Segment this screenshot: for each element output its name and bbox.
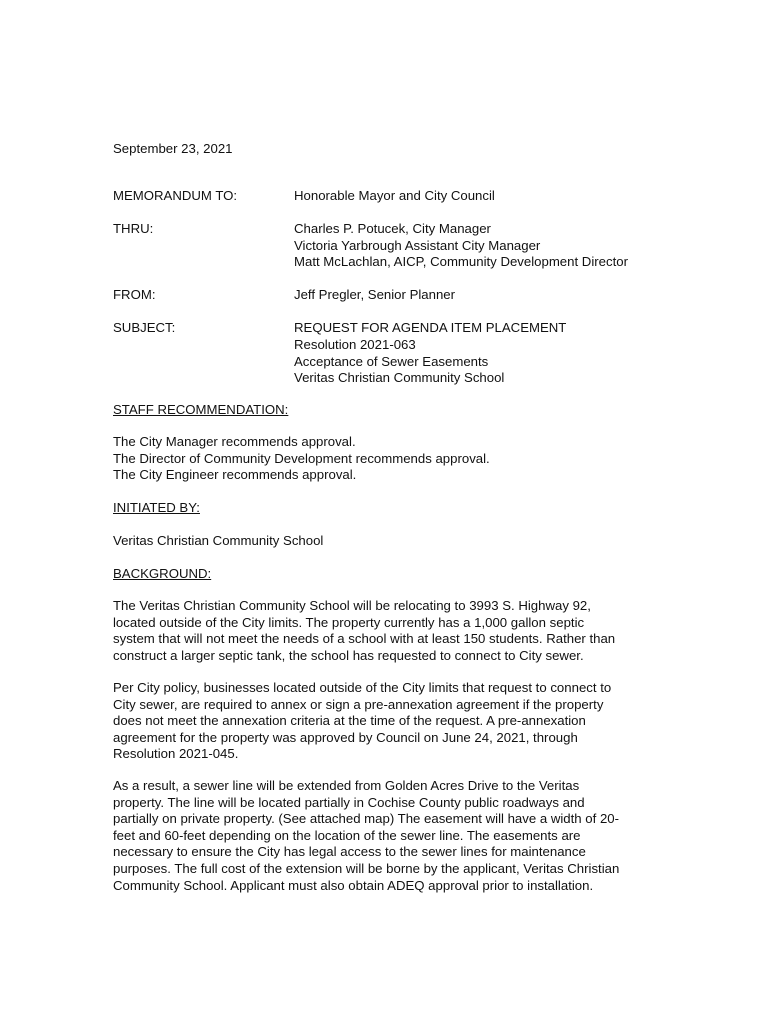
background-paragraph-1 xyxy=(113,598,658,664)
recommendation-line-city-engineer: The City Engineer recommends approval. xyxy=(113,467,357,483)
background-p3-line-2: property. The line will be located partially in Cochise County public roadways and xyxy=(113,794,585,810)
background-p2-line-5: Resolution 2021-045. xyxy=(113,746,239,762)
background-p3-line-1: As a result, a sewer line will be extended from Golden Acres Drive to the Veritas xyxy=(113,778,580,793)
background-paragraph-2 xyxy=(113,680,658,763)
from-label: FROM: xyxy=(113,287,156,303)
background-p3-line-7: Community School. Applicant must also obtain ADEQ approval prior to installation. xyxy=(113,877,594,893)
background-p2-line-3: does not meet the annexation criteria at the time of the request. A pre-annexation xyxy=(113,713,586,729)
staff-recommendation-heading: STAFF RECOMMENDATION: xyxy=(113,402,289,417)
background-p2-line-4: agreement for the property was approved by Council on June 24, 2021, through xyxy=(113,729,578,745)
background-p3-line-4: feet and 60-feet depending on the location of the sewer line. The easements are xyxy=(113,827,581,843)
subject-line-resolution: Resolution 2021-063 xyxy=(294,337,416,353)
memo-header xyxy=(113,188,673,403)
memo-date: September 23, 2021 xyxy=(113,141,233,156)
subject-line-request: REQUEST FOR AGENDA ITEM PLACEMENT xyxy=(294,320,567,336)
background-p1-line-2: located outside of the City limits. The property currently has a 1,000 gallon septic xyxy=(113,614,585,630)
recommendation-line-city-manager: The City Manager recommends approval. xyxy=(113,434,356,449)
thru-label: THRU: xyxy=(113,221,154,237)
background-paragraph-3 xyxy=(113,778,658,894)
from-row xyxy=(113,287,673,304)
subject-value xyxy=(294,320,673,386)
staff-recommendation-body xyxy=(113,434,658,484)
initiated-by-heading: INITIATED BY: xyxy=(113,500,200,515)
from-value xyxy=(294,287,673,304)
thru-row xyxy=(113,221,673,271)
background-p1-line-1: The Veritas Christian Community School will be relocating to 3993 S. Highway 92, xyxy=(113,598,591,613)
memorandum-to-label: MEMORANDUM TO: xyxy=(113,188,238,203)
thru-line-community-development-director: Matt McLachlan, AICP, Community Development Director xyxy=(294,254,628,270)
initiated-by-line: Veritas Christian Community School xyxy=(113,533,324,548)
background-p1-line-4: construct a larger septic tank, the school has requested to connect to City sewer. xyxy=(113,647,584,663)
background-p3-line-5: necessary to ensure the City has legal access to the sewer lines for maintenance xyxy=(113,844,586,860)
thru-line-assistant-city-manager: Victoria Yarbrough Assistant City Manager xyxy=(294,237,541,253)
background-p1-line-3: system that will not meet the needs of a school with at least 150 students. Rather than xyxy=(113,631,616,647)
subject-row xyxy=(113,320,673,386)
background-p2-line-2: City sewer, are required to annex or sign a pre-annexation agreement if the property xyxy=(113,696,604,712)
initiated-by-body xyxy=(113,533,658,550)
subject-label: SUBJECT: xyxy=(113,320,176,336)
background-heading: BACKGROUND: xyxy=(113,566,212,581)
background-p3-line-3: partially on private property. (See attached map) The easement will have a width of 20- xyxy=(113,811,620,827)
thru-value xyxy=(294,221,673,271)
from-line: Jeff Pregler, Senior Planner xyxy=(294,287,456,303)
recommendation-line-director: The Director of Community Development recommends approval. xyxy=(113,450,490,466)
memorandum-to-row xyxy=(113,188,673,205)
subject-line-acceptance: Acceptance of Sewer Easements xyxy=(294,353,489,369)
thru-line-city-manager: Charles P. Potucek, City Manager xyxy=(294,221,491,237)
memorandum-to-line: Honorable Mayor and City Council xyxy=(294,188,495,203)
background-p3-line-6: purposes. The full cost of the extension will be borne by the applicant, Veritas Christian xyxy=(113,860,620,876)
subject-line-school: Veritas Christian Community School xyxy=(294,370,505,386)
background-p2-line-1: Per City policy, businesses located outside of the City limits that request to connect to xyxy=(113,680,612,695)
memorandum-to-value xyxy=(294,188,673,205)
